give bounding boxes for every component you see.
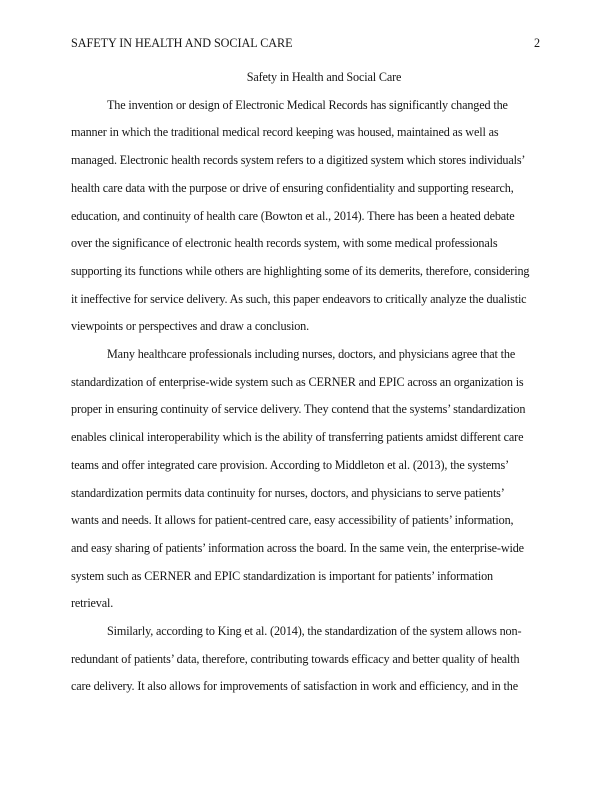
body-line: supporting its functions while others are highlighting some of its demerits, therefore, considering <box>71 263 530 278</box>
body-line: care delivery. It also allows for improvements of satisfaction in work and efficiency, and in the <box>71 679 518 694</box>
body-line: retrieval. <box>71 596 114 611</box>
page-number: 2 <box>533 36 540 50</box>
body-line: The invention or design of Electronic Medical Records has significantly changed the <box>107 97 508 112</box>
body-line: managed. Electronic health records system refers to a digitized system which stores individuals’ <box>71 153 526 168</box>
body-line: redundant of patients’ data, therefore, contributing towards efficacy and better quality of health <box>71 651 520 666</box>
page-header <box>71 36 540 50</box>
body-line: system such as CERNER and EPIC standardization is important for patients’ information <box>71 568 493 583</box>
body-line: standardization of enterprise-wide system such as CERNER and EPIC across an organization is <box>71 374 524 389</box>
body-line: over the significance of electronic health records system, with some medical professionals <box>71 236 498 251</box>
body-line: proper in ensuring continuity of service delivery. They contend that the systems’ standardization <box>71 402 526 417</box>
body-line: it ineffective for service delivery. As such, this paper endeavors to critically analyze the dualistic <box>71 291 527 306</box>
document-body <box>71 64 541 701</box>
body-line: teams and offer integrated care provision. According to Middleton et al. (2013), the systems’ <box>71 457 509 472</box>
body-line: Many healthcare professionals including nurses, doctors, and physicians agree that the <box>107 347 516 362</box>
running-head: SAFETY IN HEALTH AND SOCIAL CARE <box>71 36 293 50</box>
paper-title: Safety in Health and Social Care <box>246 70 402 84</box>
body-line: Similarly, according to King et al. (2014), the standardization of the system allows non- <box>107 624 522 639</box>
body-line: viewpoints or perspectives and draw a conclusion. <box>71 319 310 334</box>
body-line: enables clinical interoperability which is the ability of transferring patients amidst different care <box>71 430 524 445</box>
body-line: wants and needs. It allows for patient-centred care, easy accessibility of patients’ information, <box>71 513 514 528</box>
body-line: and easy sharing of patients’ information across the board. In the same vein, the enterprise-wide <box>71 540 524 555</box>
body-line: health care data with the purpose or drive of ensuring confidentiality and supporting research, <box>71 180 514 195</box>
body-line: standardization permits data continuity for nurses, doctors, and physicians to serve patients’ <box>71 485 505 500</box>
body-line: education, and continuity of health care (Bowton et al., 2014). There has been a heated debate <box>71 208 515 223</box>
body-line: manner in which the traditional medical record keeping was housed, maintained as well as <box>71 125 499 140</box>
